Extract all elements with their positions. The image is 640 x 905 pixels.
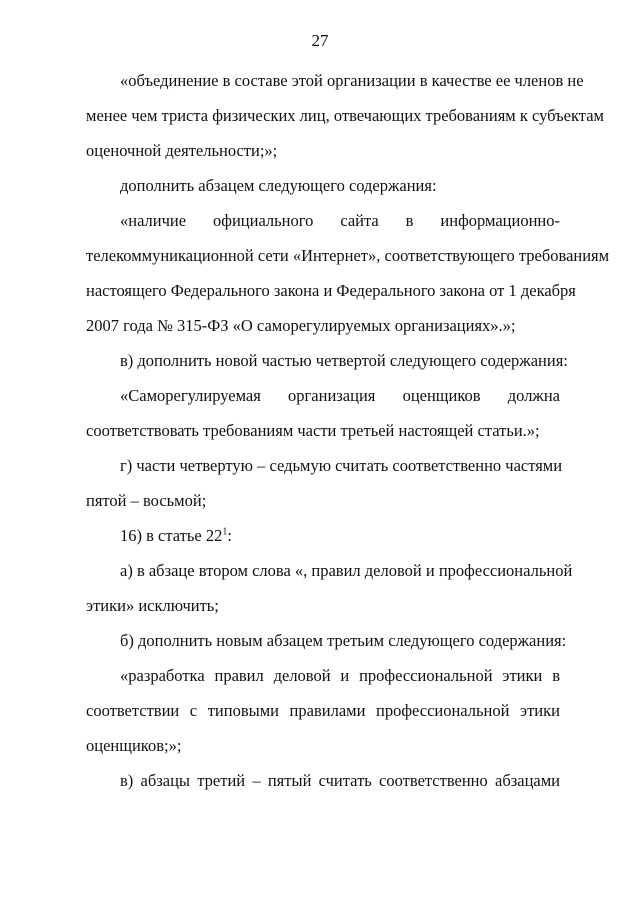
article-reference: 16) в статье 22 — [120, 526, 223, 545]
text-line-17: б) дополнить новым абзацем третьим следующего содержания: — [120, 631, 567, 650]
colon-mark: : — [227, 526, 232, 545]
text-line-8: 2007 года № 315-ФЗ «О саморегулируемых организациях».»; — [86, 316, 516, 335]
text-line-2: менее чем триста физических лиц, отвечающих требованиям к субъектам — [86, 106, 604, 125]
text-line-4: дополнить абзацем следующего содержания: — [120, 176, 437, 195]
text-line-18: «разработка правил деловой и профессиональной этики в — [120, 666, 560, 685]
text-line-20: оценщиков;»; — [86, 736, 182, 755]
text-line-21: в) абзацы третий – пятый считать соответственно абзацами — [120, 771, 560, 790]
text-line-14 — [120, 525, 560, 547]
text-line-5: «наличие официального сайта в информационно- — [120, 211, 560, 230]
text-line-9: в) дополнить новой частью четвертой следующего содержания: — [120, 351, 568, 370]
text-line-13: пятой – восьмой; — [86, 491, 207, 510]
text-line-3: оценочной деятельности;»; — [86, 141, 278, 160]
text-line-12: г) части четвертую – седьмую считать соответственно частями — [120, 456, 563, 475]
text-line-19: соответствии с типовыми правилами профессиональной этики — [86, 701, 560, 720]
page-number: 27 — [311, 31, 329, 50]
text-line-16: этики» исключить; — [86, 596, 219, 615]
text-line-15: а) в абзаце втором слова «, правил деловой и профессиональной — [120, 561, 573, 580]
article-superscript: 1 — [222, 526, 228, 538]
text-line-6: телекоммуникационной сети «Интернет», соответствующего требованиям — [86, 246, 610, 265]
text-line-11: соответствовать требованиям части третьей настоящей статьи.»; — [86, 421, 540, 440]
text-line-1: «объединение в составе этой организации в качестве ее членов не — [120, 71, 584, 90]
text-line-10: «Саморегулируемая организация оценщиков должна — [120, 386, 560, 405]
text-line-7: настоящего Федерального закона и Федерального закона от 1 декабря — [86, 281, 576, 300]
